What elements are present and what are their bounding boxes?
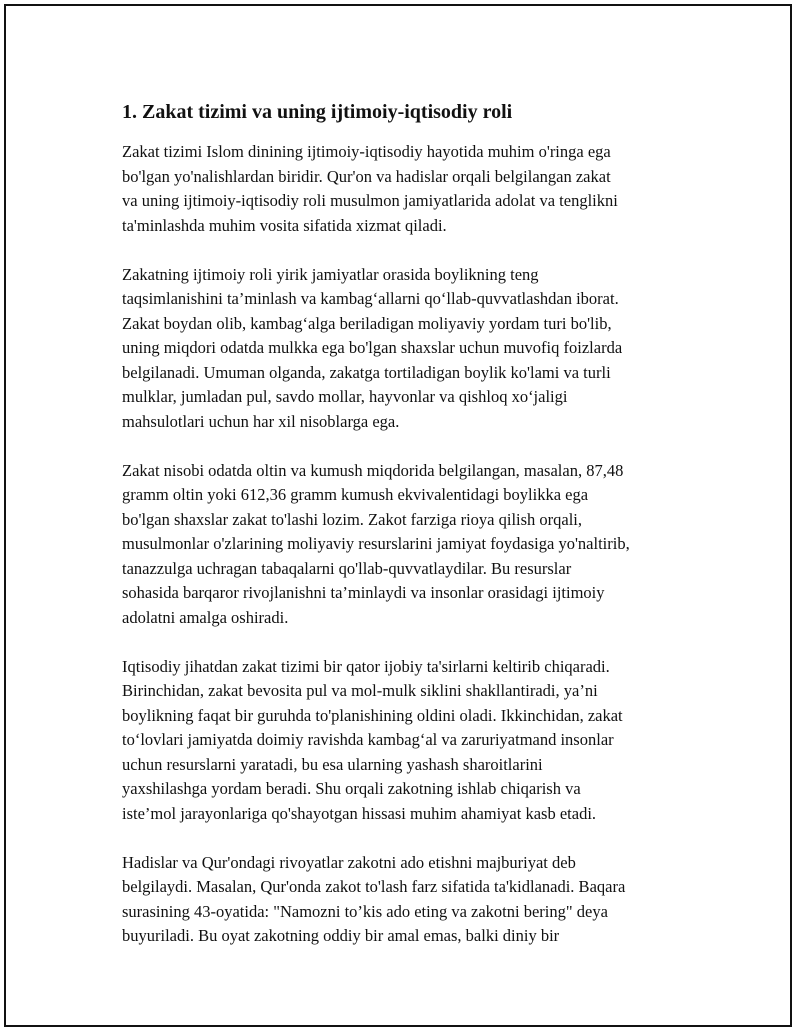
- text-line: tanazzulga uchragan tabaqalarni qo'llab-quvvatlaydilar. Bu resurslar: [122, 558, 572, 578]
- text-line: Zakat tizimi Islom dinining ijtimoiy-iqtisodiy hayotida muhim o'ringa ega: [122, 142, 611, 161]
- paragraph-3: [122, 459, 697, 631]
- text-line: sohasida barqaror rivojlanishni ta’minlaydi va insonlar orasidagi ijtimoiy: [122, 583, 605, 602]
- text-line: bo'lgan shaxslar zakat to'lashi lozim. Zakot farziga rioya qilish orqali,: [122, 509, 583, 529]
- text-line: surasining 43-oyatida: "Namozni to’kis ado eting va zakotni bering" deya: [122, 901, 608, 921]
- text-line: buyuriladi. Bu oyat zakotning oddiy bir amal emas, balki diniy bir: [122, 926, 560, 945]
- text-line: mulklar, jumladan pul, savdo mollar, hayvonlar va qishloq xo‘jaligi: [122, 387, 568, 406]
- text-line: belgilaydi. Masalan, Qur'onda zakot to'lash farz sifatida ta'kidlanadi. Baqara: [122, 877, 626, 896]
- paragraph-5: [122, 851, 697, 949]
- text-line: adolatni amalga oshiradi.: [122, 607, 289, 627]
- text-line: Zakat nisobi odatda oltin va kumush miqdorida belgilangan, masalan, 87,48: [122, 460, 624, 480]
- text-line: yaxshilashga yordam beradi. Shu orqali zakotning ishlab chiqarish va: [122, 779, 581, 798]
- text-line: Zakat boydan olib, kambag‘alga beriladigan moliyaviy yordam turi bo'lib,: [122, 313, 612, 333]
- text-line: Hadislar va Qur'ondagi rivoyatlar zakotni ado etishni majburiyat deb: [122, 852, 576, 872]
- text-line: musulmonlar o'zlarining moliyaviy resurslarini jamiyat foydasiga yo'naltirib,: [122, 534, 630, 553]
- text-line: gramm oltin yoki 612,36 gramm kumush ekvivalentidagi boylikka ega: [122, 485, 589, 504]
- text-line: uchun resurslarni yaratadi, bu esa ularning yashash sharoitlarini: [122, 754, 543, 774]
- text-line: uning miqdori odatda mulkka ega bo'lgan shaxslar uchun muvofiq foizlarda: [122, 338, 623, 357]
- text-line: boylikning faqat bir guruhda to'planishining oldini oladi. Ikkinchidan, zakat: [122, 705, 623, 725]
- text-line: iste’mol jarayonlariga qo'shayotgan hissasi muhim ahamiyat kasb etadi.: [122, 803, 597, 823]
- document-body: [122, 98, 697, 973]
- text-line: ta'minlashda muhim vosita sifatida xizmat qiladi.: [122, 215, 447, 235]
- text-line: va uning ijtimoiy-iqtisodiy roli musulmon jamiyatlarida adolat va tenglikni: [122, 191, 618, 210]
- text-line: Iqtisodiy jihatdan zakat tizimi bir qator ijobiy ta'sirlarni keltirib chiqaradi.: [122, 656, 610, 676]
- section-heading: 1. Zakat tizimi va uning ijtimoiy-iqtisodiy roli: [122, 101, 513, 123]
- paragraph-4: [122, 655, 697, 827]
- text-line: mahsulotlari uchun har xil nisoblarga ega.: [122, 411, 400, 431]
- paragraph-2: [122, 263, 697, 435]
- text-line: belgilanadi. Umuman olganda, zakatga tortiladigan boylik ko'lami va turli: [122, 362, 611, 382]
- paragraph-1: [122, 140, 697, 238]
- text-line: Birinchidan, zakat bevosita pul va mol-mulk siklini shakllantiradi, ya’ni: [122, 681, 598, 700]
- text-line: taqsimlanishini ta’minlash va kambag‘allarni qo‘llab-quvvatlashdan iborat.: [122, 289, 619, 308]
- text-line: to‘lovlari jamiyatda doimiy ravishda kambag‘al va zaruriyatmand insonlar: [122, 730, 614, 749]
- text-line: bo'lgan yo'nalishlardan biridir. Qur'on va hadislar orqali belgilangan zakat: [122, 166, 611, 186]
- page-frame: [4, 4, 792, 1027]
- text-line: Zakatning ijtimoiy roli yirik jamiyatlar orasida boylikning teng: [122, 264, 539, 284]
